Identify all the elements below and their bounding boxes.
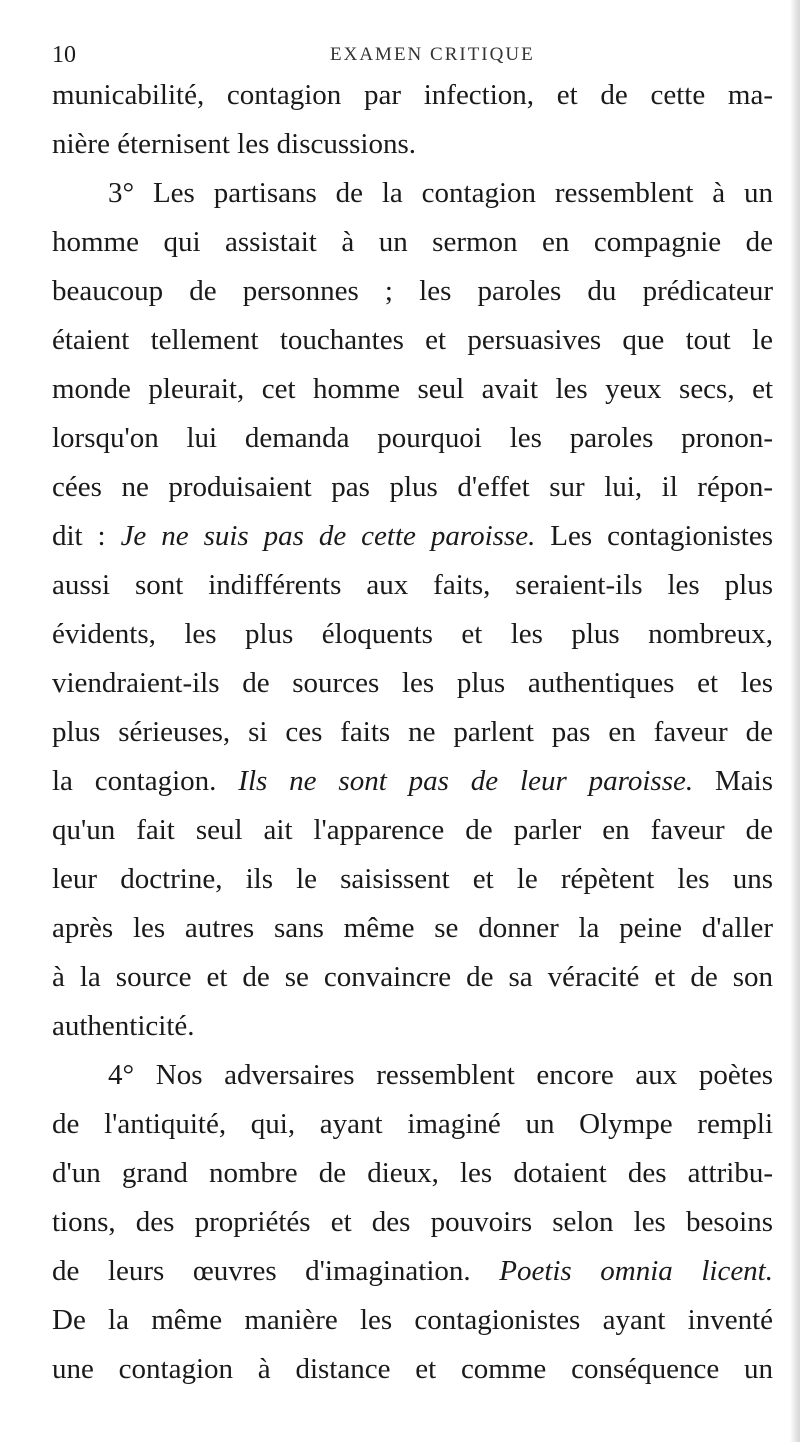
text-line: à la source et de se convaincre de sa véracité et de son bbox=[52, 961, 773, 993]
page-number: 10 bbox=[52, 42, 76, 68]
roman-text: la contagion. bbox=[52, 765, 239, 797]
text-line: municabilité, contagion par infection, et de cette ma- bbox=[52, 79, 773, 111]
text-line: de l'antiquité, qui, ayant imaginé un Olympe rempli bbox=[52, 1108, 773, 1140]
text-line: monde pleurait, cet homme seul avait les yeux secs, et bbox=[52, 373, 773, 405]
text-line: aussi sont indifférents aux faits, seraient-ils les plus bbox=[52, 569, 773, 601]
text-line: lorsqu'on lui demanda pourquoi les paroles pronon- bbox=[52, 422, 773, 454]
roman-text: dit : bbox=[52, 520, 121, 552]
text-line: viendraient-ils de sources les plus authentiques et les bbox=[52, 667, 773, 699]
text-line: leur doctrine, ils le saisissent et le répètent les uns bbox=[52, 863, 773, 895]
roman-text: de leurs œuvres d'imagination. bbox=[52, 1255, 500, 1287]
text-line: beaucoup de personnes ; les paroles du prédicateur bbox=[52, 275, 773, 307]
text-line: d'un grand nombre de dieux, les dotaient des attribu- bbox=[52, 1157, 773, 1189]
roman-text: Les contagionistes bbox=[535, 520, 774, 552]
italic-quote: Ils ne sont pas de leur paroisse. bbox=[238, 765, 694, 797]
paragraph-start-line: 3° Les partisans de la contagion ressemblent à un bbox=[108, 177, 773, 209]
text-line: une contagion à distance et comme conséquence un bbox=[52, 1353, 773, 1385]
text-line: après les autres sans même se donner la peine d'aller bbox=[52, 912, 773, 944]
text-line: nière éternisent les discussions. bbox=[52, 128, 417, 160]
text-line-with-italic bbox=[52, 512, 773, 561]
text-line: authenticité. bbox=[52, 1010, 195, 1042]
text-line: tions, des propriétés et des pouvoirs selon les besoins bbox=[52, 1206, 773, 1238]
text-line: homme qui assistait à un sermon en compagnie de bbox=[52, 226, 773, 258]
page-edge bbox=[790, 0, 800, 1442]
paragraph-start-line: 4° Nos adversaires ressemblent encore aux poètes bbox=[108, 1059, 773, 1091]
text-line: étaient tellement touchantes et persuasives que tout le bbox=[52, 324, 773, 356]
text-line-with-italic bbox=[52, 757, 773, 806]
text-line: qu'un fait seul ait l'apparence de parler en faveur de bbox=[52, 814, 773, 846]
text-line: évidents, les plus éloquents et les plus nombreux, bbox=[52, 618, 773, 650]
roman-text: Mais bbox=[693, 765, 774, 797]
running-head: EXAMEN CRITIQUE bbox=[330, 44, 535, 65]
page-header bbox=[52, 40, 772, 70]
text-line-with-italic bbox=[52, 1247, 773, 1296]
italic-quote: Je ne suis pas de cette paroisse. bbox=[120, 520, 536, 552]
text-line: De la même manière les contagionistes ayant inventé bbox=[52, 1304, 773, 1336]
text-line: cées ne produisaient pas plus d'effet sur lui, il répon- bbox=[52, 471, 773, 503]
body-text bbox=[52, 71, 773, 1394]
italic-quote: Poetis omnia licent. bbox=[499, 1255, 773, 1287]
text-line: plus sérieuses, si ces faits ne parlent pas en faveur de bbox=[52, 716, 773, 748]
